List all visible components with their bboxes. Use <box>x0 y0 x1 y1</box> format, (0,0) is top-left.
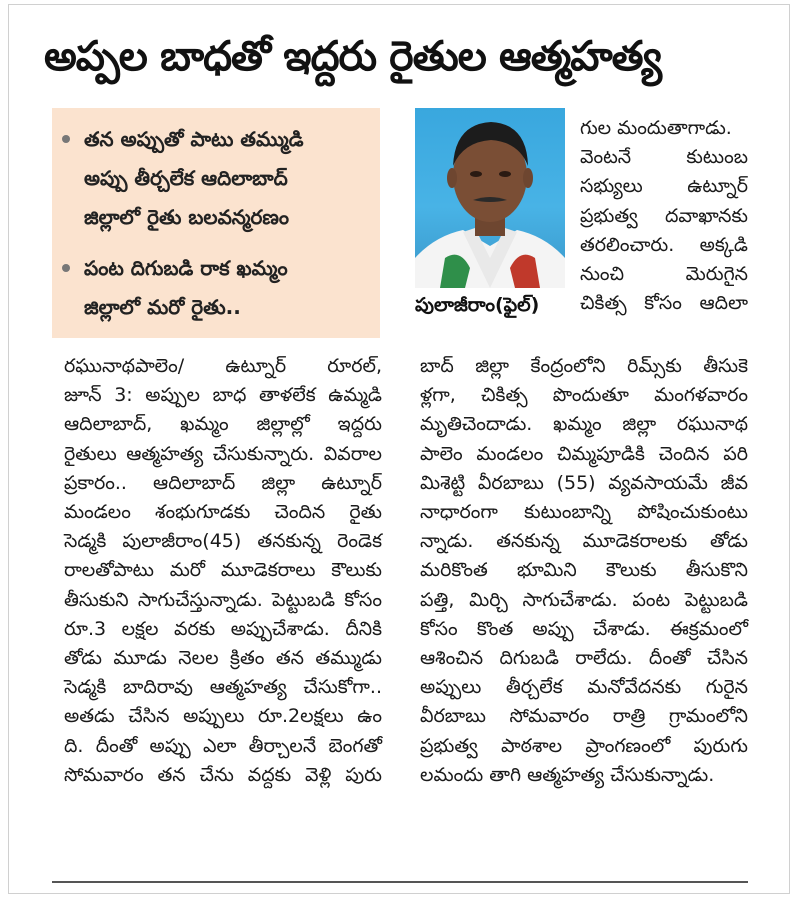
text-line: తోడు మూడు నెలల క్రితం తన తమ్ముడు <box>64 647 382 670</box>
highlight-line: తన అప్పుతో పాటు తమ్ముడి <box>84 127 304 151</box>
article-column-left <box>64 352 382 790</box>
text-line: మృతిచెందాడు. ఖమ్మం జిల్లా రఘునాథ <box>420 413 748 436</box>
text-line: రూ.3 లక్షల వరకు అప్పుచేశాడు. దీనికి <box>64 617 382 640</box>
text-line: సెడ్మకి పులాజీరాం(45) తనకున్న రెండెక <box>64 530 382 553</box>
text-line: ది. దీంతో అప్పు ఎలా తీర్చాలనే బెంగతో <box>64 734 382 757</box>
bottom-rule <box>52 881 748 883</box>
bullet-dot-icon <box>62 264 70 272</box>
text-line: ళ్లగా, చికిత్స పొందుతూ మంగళవారం <box>420 384 748 407</box>
text-line: అతడు చేసిన అప్పులు రూ.2లక్షలు ఉం <box>64 705 382 728</box>
text-line: న్నాడు. తనకున్న మూడెకరాలకు తోడు <box>420 530 748 553</box>
text-line: పత్తి, మిర్చి సాగుచేశాడు. పంట పెట్టుబడి <box>420 588 748 611</box>
text-line: గుల మందుతాగాడు. <box>580 117 732 139</box>
highlight-line: జిల్లాలో మరో రైతు.. <box>84 295 241 319</box>
text-line: మరికొంత భూమిని కౌలుకు తీసుకొని <box>420 559 748 582</box>
farmer-portrait-icon <box>415 108 565 288</box>
text-line: ఆదిలాబాద్, ఖమ్మం జిల్లాల్లో ఇద్దరు <box>64 413 382 436</box>
text-line: నుంచి మెరుగైన <box>580 263 748 286</box>
text-line: ప్రకారం.. ఆదిలాబాద్ జిల్లా ఉట్నూర్ <box>64 471 382 494</box>
text-line: పాలెం మండలం చిమ్మపూడికి చెందిన పరి <box>420 442 748 465</box>
text-line: సోమవారం తన చేను వద్దకు వెళ్లి పురు <box>64 763 382 786</box>
text-line: చికిత్స కోసం ఆదిలా <box>580 292 748 315</box>
text-line: బాద్ జిల్లా కేంద్రంలోని రిమ్స్‌కు తీసుకె <box>420 355 748 377</box>
text-line: ప్రభుత్వ దవాఖానకు <box>580 204 748 227</box>
text-line: కోసం కొంత అప్పు చేశాడు. ఈక్రమంలో <box>420 617 748 640</box>
text-line: మండలం శంభుగూడకు చెందిన రైతు <box>64 501 382 524</box>
headline: అప్పల బాధతో ఇద్దరు రైతుల ఆత్మహత్య <box>44 32 662 80</box>
highlight-line: పంట దిగుబడి రాక ఖమ్మం <box>84 256 288 280</box>
text-line: తరలించారు. అక్కడి <box>580 233 748 256</box>
photo-caption: పులాజీరాం(ఫైల్) <box>415 294 540 316</box>
highlights-box <box>52 108 380 338</box>
highlight-line: జిల్లాలో రైతు బలవన్మరణం <box>84 205 290 229</box>
text-line: రాలతోపాటు మరో మూడెకరాలు కౌలుకు <box>64 559 382 582</box>
text-line: రైతులు ఆత్మహత్య చేసుకున్నారు. వివరాల <box>64 442 382 465</box>
text-line: మిశెట్టి వీరబాబు (55) వ్యవసాయమే జీవ <box>420 471 748 494</box>
text-line: అప్పులు తీర్చలేక మనోవేదనకు గురైన <box>420 676 748 699</box>
text-line: ఆశించిన దిగుబడి రాలేదు. దీంతో చేసిన <box>420 647 748 670</box>
highlight-line: అప్పు తీర్చలేక ఆదిలాబాద్ <box>84 166 288 190</box>
text-line: వెంటనే కుటుంబ <box>580 146 748 169</box>
article-column-right-top <box>580 114 748 318</box>
farmer-photo <box>415 108 565 288</box>
text-line: రఘునాథపాలెం/ ఉట్నూర్ రూరల్, <box>64 355 382 377</box>
highlight-bullet <box>62 120 304 237</box>
text-line: లమందు తాగి ఆత్మహత్య చేసుకున్నాడు. <box>420 763 715 786</box>
text-line: వీరబాబు సోమవారం రాత్రి గ్రామంలోని <box>420 705 748 728</box>
text-line: నాధారంగా కుటుంబాన్ని పోషించుకుంటు <box>420 501 748 524</box>
highlight-bullet <box>62 249 288 327</box>
text-line: సెడ్మకి బాదిరావు ఆత్మహత్య చేసుకోగా.. <box>64 676 382 699</box>
article-column-right <box>420 352 748 790</box>
text-line: ప్రభుత్వ పాఠశాల ప్రాంగణంలో పురుగు <box>420 734 748 757</box>
text-line: తీసుకుని సాగుచేస్తున్నాడు. పెట్టుబడి కోసం <box>64 588 382 611</box>
text-line: జూన్ 3: అప్పుల బాధ తాళలేక ఉమ్మడి <box>64 384 382 407</box>
bullet-dot-icon <box>62 135 70 143</box>
text-line: సభ్యులు ఉట్నూర్ <box>580 175 748 198</box>
